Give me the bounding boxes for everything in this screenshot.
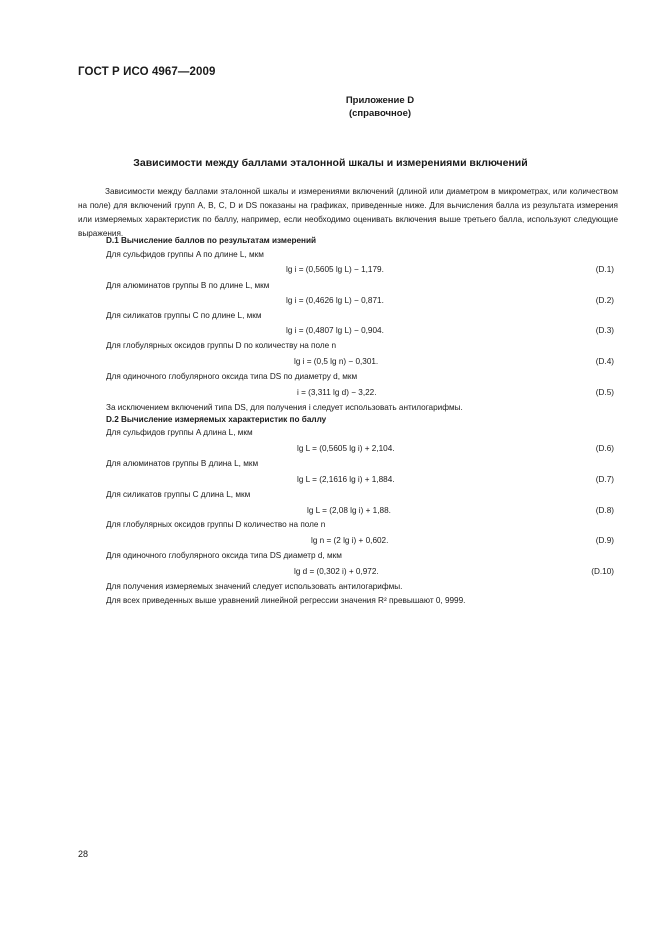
list-item-label: Для алюминатов группы B по длине L, мкм [106,281,270,290]
equation-number: (D.9) [595,536,614,545]
equation: lg i = (0,4626 lg L) − 0,871. [286,296,384,305]
section-heading-d1: D.1 Вычисление баллов по результатам измерений [106,236,317,245]
note-text: За исключением включений типа DS, для получения i следует использовать антилогарифмы. [106,403,463,412]
equation-number: (D.1) [595,265,614,274]
equation: lg i = (0,4807 lg L) − 0,904. [286,326,384,335]
equation: lg n = (2 lg i) + 0,602. [311,536,389,545]
equation: lg i = (0,5605 lg L) − 1,179. [286,265,384,274]
note-text: Для получения измеряемых значений следует использовать антилогарифмы. [106,582,403,591]
equation-number: (D.7) [595,475,614,484]
equation-number: (D.8) [595,506,614,515]
section-heading-d2: D.2 Вычисление измеряемых характеристик по баллу [106,415,327,424]
list-item-label: Для глобулярных оксидов группы D по количеству на поле n [106,341,337,350]
equation-number: (D.10) [591,567,614,576]
intro-paragraph [78,185,618,241]
list-item-label: Для глобулярных оксидов группы D количество на поле n [106,520,326,529]
equation-number: (D.6) [595,444,614,453]
list-item-label: Для одиночного глобулярного оксида типа DS диаметр d, мкм [106,551,342,560]
list-item-label: Для сульфидов группы A по длине L, мкм [106,250,264,259]
list-item-label: Для силикатов группы C по длине L, мкм [106,311,262,320]
equation: lg i = (0,5 lg n) − 0,301. [294,357,379,366]
equation: lg L = (2,08 lg i) + 1,88. [307,506,391,515]
equation-number: (D.3) [595,326,614,335]
list-item-label: Для одиночного глобулярного оксида типа DS по диаметру d, мкм [106,372,358,381]
appendix-subtitle: (справочное) [348,108,412,119]
equation: lg d = (0,302 i) + 0,972. [294,567,379,576]
list-item-label: Для сульфидов группы A длина L, мкм [106,428,253,437]
list-item-label: Для силикатов группы C длина L, мкм [106,490,251,499]
document-header: ГОСТ Р ИСО 4967—2009 [78,66,216,78]
appendix-title: Приложение D [345,95,415,106]
list-item-label: Для алюминатов группы B длина L, мкм [106,459,259,468]
equation: lg L = (0,5605 lg i) + 2,104. [297,444,395,453]
intro-text: Зависимости между баллами эталонной шкалы и измерениями включений (длиной или диаметром в микрометрах, или количеством на поле) для включений групп A, B, C, D и DS показаны на графиках, приведенные ниже. Для вычисления балла из результата измерения или измеряемых характеристик по баллу, например, если необходимо оценивать включения выше третьего балла, используют следующие выражения. [78,187,618,238]
page-number: 28 [78,849,89,859]
equation-number: (D.4) [595,357,614,366]
equation: i = (3,311 lg d) − 3,22. [297,388,377,397]
equation: lg L = (2,1616 lg i) + 1,884. [297,475,395,484]
note-text: Для всех приведенных выше уравнений линейной регрессии значения R² превышают 0, 9999. [106,596,466,605]
page-title: Зависимости между баллами эталонной шкалы и измерениями включений [133,157,528,169]
equation-number: (D.5) [595,388,614,397]
equation-number: (D.2) [595,296,614,305]
